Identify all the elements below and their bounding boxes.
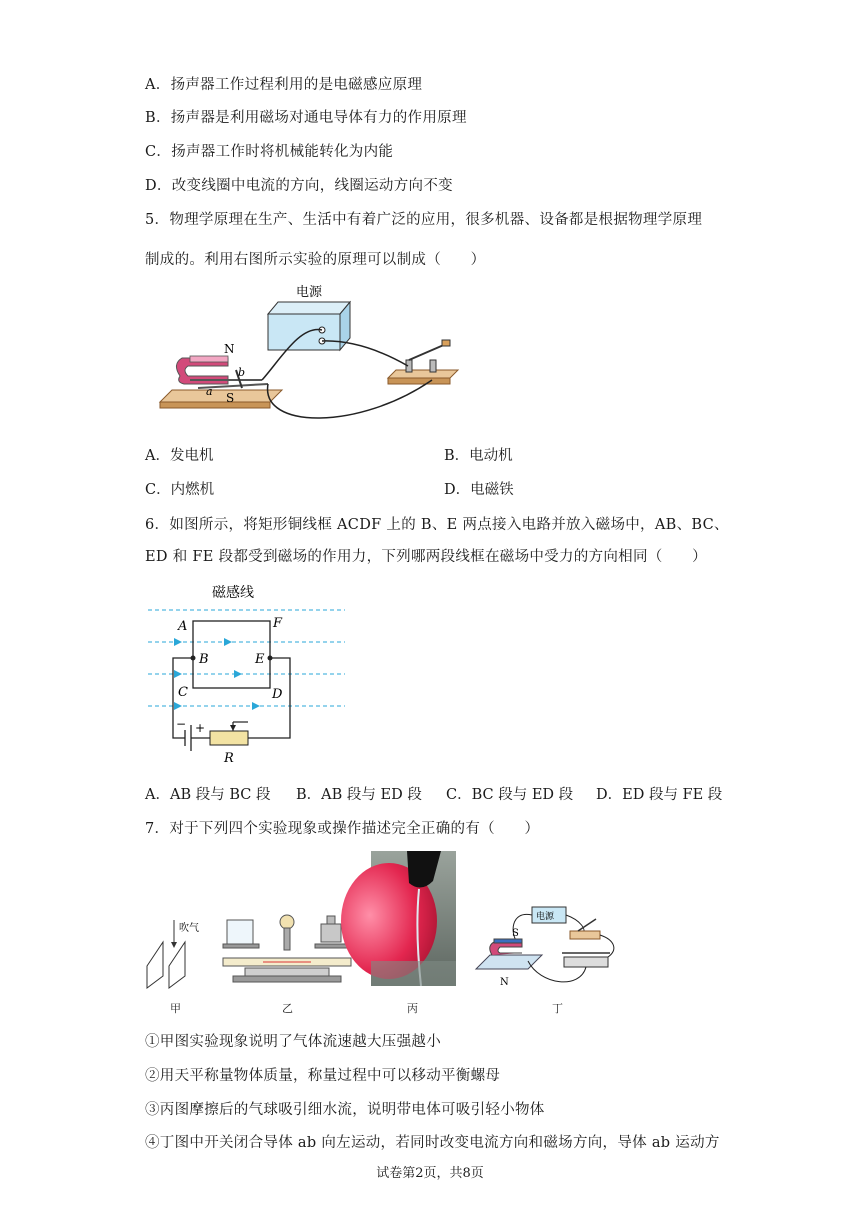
page-footer: 试卷第2页，共8页 <box>376 1166 484 1181</box>
q5-north-label: N <box>224 342 235 356</box>
q5-motor-figure <box>150 280 470 440</box>
q6-label-d: D <box>272 687 283 702</box>
q7-figure-yi <box>215 910 360 990</box>
q7-caption-jia: 甲 <box>170 1002 181 1015</box>
q6-option-b: B．AB 段与 ED 段 <box>296 787 422 803</box>
q7-ding-south-label: S <box>512 928 519 939</box>
q6-label-e: E <box>255 652 265 667</box>
q6-option-d: D．ED 段与 FE 段 <box>596 787 723 803</box>
q7-figure-ding <box>470 895 620 990</box>
q7-stem: 7．对于下列四个实验现象或操作描述完全正确的有（ ） <box>145 821 540 837</box>
q6-label-f: F <box>273 616 283 631</box>
q7-ding-north-label: N <box>500 977 509 988</box>
q6-label-r: R <box>224 751 234 766</box>
q5-option-b: B．电动机 <box>444 448 513 464</box>
q5-option-a: A．发电机 <box>145 448 214 464</box>
q7-ding-power-label: 电源 <box>536 912 555 922</box>
q4-option-d: D．改变线圈中电流的方向，线圈运动方向不变 <box>145 178 453 194</box>
q6-minus-sign: − <box>176 717 187 731</box>
q5-b-label: b <box>238 366 246 379</box>
q7-caption-yi: 乙 <box>282 1002 293 1015</box>
q7-caption-ding: 丁 <box>552 1002 563 1015</box>
q5-option-c: C．内燃机 <box>145 482 215 498</box>
q5-a-label: a <box>206 385 213 398</box>
q6-label-b: B <box>199 652 209 667</box>
q6-option-a: A．AB 段与 BC 段 <box>145 787 271 803</box>
q5-south-label: S <box>226 391 235 405</box>
q6-stem-line1: 6．如图所示，将矩形铜线框 ACDF 上的 B、E 两点接入电路并放入磁场中，AB、BC、 <box>145 517 729 533</box>
q5-stem-line1: 5．物理学原理在生产、生活中有着广泛的应用，很多机器、设备都是根据物理学原理 <box>145 212 703 228</box>
q4-option-c: C．扬声器工作时将机械能转化为内能 <box>145 144 394 160</box>
q6-field-lines-label: 磁感线 <box>212 585 254 601</box>
q6-circuit-figure <box>140 580 360 766</box>
q6-stem-line2: ED 和 FE 段都受到磁场的作用力，下列哪两段线框在磁场中受力的方向相同（ ） <box>145 549 707 565</box>
q7-statement-3: ③丙图摩擦后的气球吸引细水流，说明带电体可吸引轻小物体 <box>145 1102 545 1118</box>
q6-label-c: C <box>178 685 188 700</box>
q7-blow-label: 吹气 <box>179 923 199 934</box>
q7-statement-2: ②用天平称量物体质量，称量过程中可以移动平衡螺母 <box>145 1068 501 1084</box>
q4-option-a: A．扬声器工作过程利用的是电磁感应原理 <box>145 77 423 93</box>
q5-power-label: 电源 <box>296 285 323 300</box>
q7-caption-bing: 丙 <box>407 1002 418 1015</box>
q6-option-c: C．BC 段与 ED 段 <box>446 787 574 803</box>
q7-statement-4: ④丁图中开关闭合导体 ab 向左运动，若同时改变电流方向和磁场方向，导体 ab 运动方 <box>145 1135 720 1151</box>
q7-figure-bing-photo <box>371 851 456 986</box>
q4-option-b: B．扬声器是利用磁场对通电导体有力的作用原理 <box>145 110 467 126</box>
q5-stem-line2: 制成的。利用右图所示实验的原理可以制成（ ） <box>145 252 486 268</box>
q5-option-d: D．电磁铁 <box>444 482 514 498</box>
q6-label-a: A <box>178 619 188 634</box>
q7-statement-1: ①甲图实验现象说明了气体流速越大压强越小 <box>145 1034 441 1050</box>
q6-plus-sign: + <box>195 721 206 735</box>
q7-figure-jia <box>143 918 213 988</box>
